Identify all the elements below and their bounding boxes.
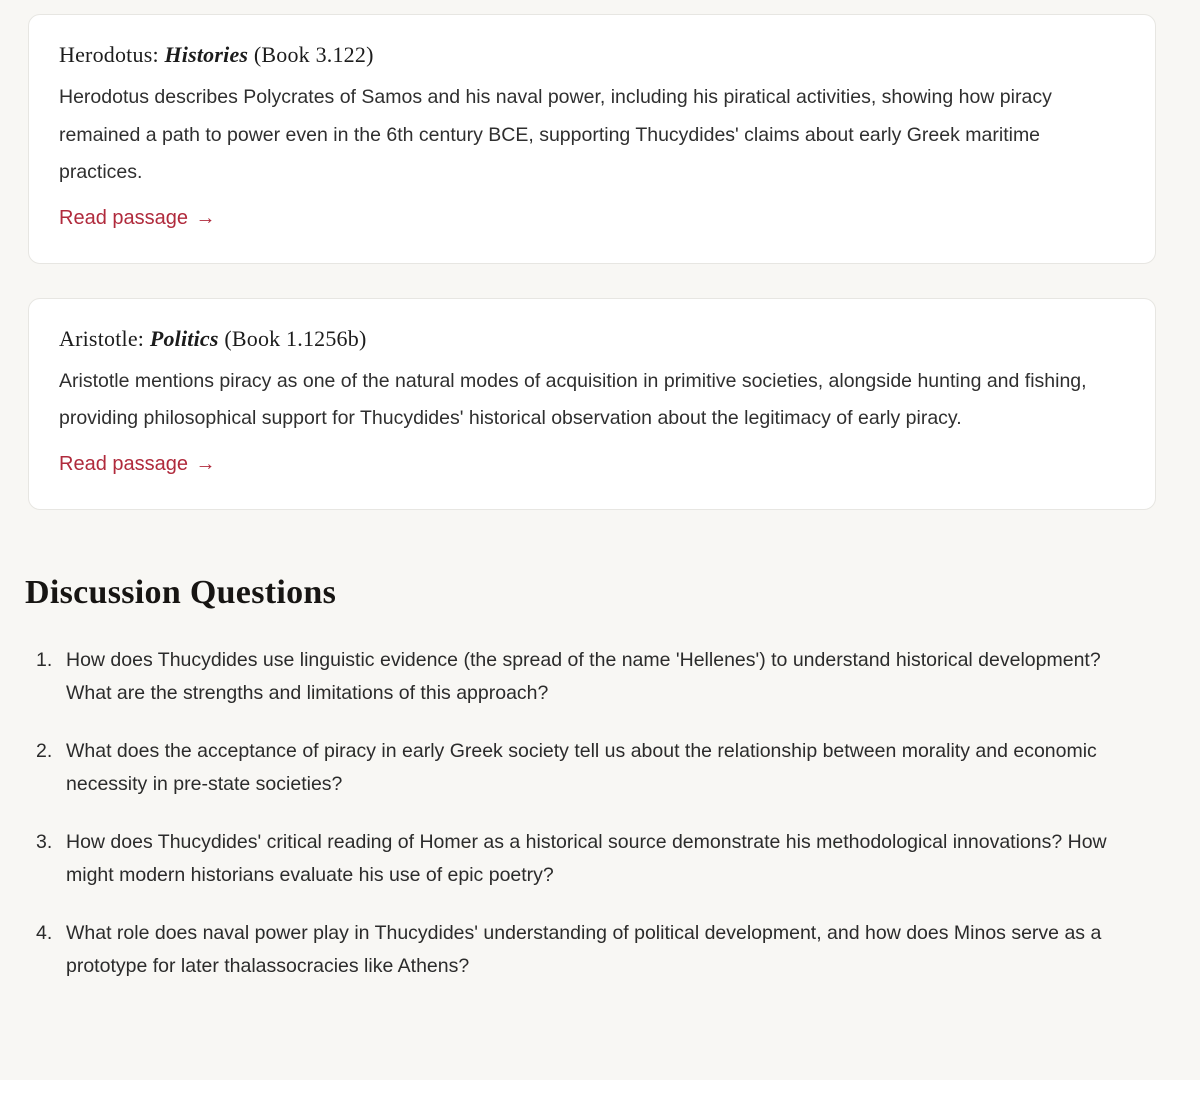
question-item <box>36 644 1156 710</box>
card-reference: (Book 3.122) <box>253 42 374 67</box>
question-text: What does the acceptance of piracy in early Greek society tell us about the relationship between morality and economic necessity in pre-state societies? <box>66 739 1097 795</box>
question-text: What role does naval power play in Thucydides' understanding of political development, and how does Minos serve as a prototype for later thalassocracies like Athens? <box>66 921 1102 977</box>
question-item <box>36 735 1156 801</box>
question-text: How does Thucydides use linguistic evidence (the spread of the name 'Hellenes') to understand historical development? What are the strengths and limitations of this approach? <box>66 648 1101 704</box>
source-card-aristotle <box>28 298 1156 510</box>
read-passage-label: Read passage <box>59 206 188 229</box>
read-passage-link[interactable] <box>59 453 216 476</box>
read-passage-link[interactable] <box>59 207 216 230</box>
read-passage-label: Read passage <box>59 452 188 475</box>
source-card-herodotus <box>28 14 1156 264</box>
card-title <box>59 326 1125 352</box>
question-number: 1. <box>36 648 53 671</box>
question-number: 4. <box>36 921 53 944</box>
card-work-title: Histories <box>164 42 249 67</box>
card-author: Aristotle: <box>59 325 145 351</box>
card-author: Herodotus: <box>59 42 159 67</box>
card-summary: Herodotus describes Polycrates of Samos and his naval power, including his piratical activities, showing how piracy remained a path to power even in the 6th century BCE, supporting Thucydides' claims about early Greek maritime practices. <box>59 86 1052 183</box>
bottom-white-strip <box>0 1080 1200 1097</box>
question-text: How does Thucydides' critical reading of Homer as a historical source demonstrate his methodological innovations? How might modern historians evaluate his use of epic poetry? <box>66 830 1107 886</box>
question-item <box>36 826 1156 892</box>
question-number: 2. <box>36 739 53 762</box>
question-item <box>36 917 1156 983</box>
arrow-right-icon: → <box>195 206 216 229</box>
card-work-title: Politics <box>149 325 219 351</box>
arrow-right-icon: → <box>195 452 216 475</box>
card-title <box>59 42 1125 68</box>
discussion-question-list <box>28 644 1156 983</box>
question-number: 3. <box>36 830 53 853</box>
card-reference: (Book 1.1256b) <box>224 325 367 351</box>
discussion-questions-heading: Discussion Questions <box>25 573 337 611</box>
card-summary: Aristotle mentions piracy as one of the natural modes of acquisition in primitive societies, alongside hunting and fishing, providing philosophical support for Thucydides' historical observation about the legitimacy of early piracy. <box>59 369 1087 429</box>
